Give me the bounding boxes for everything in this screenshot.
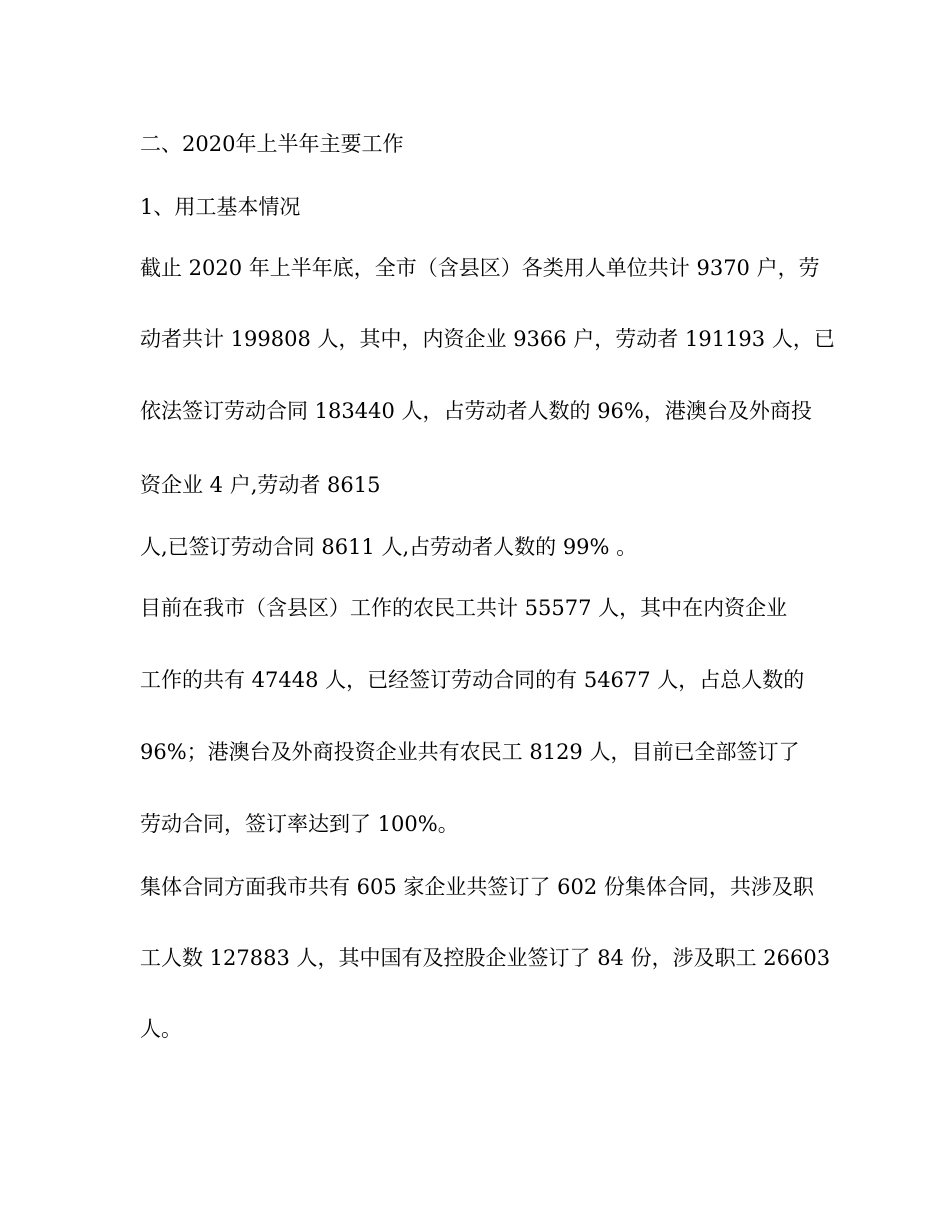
paragraph-line: 劳动合同，签订率达到了 100%。	[140, 812, 459, 836]
paragraph-line: 工人数 127883 人，其中国有及控股企业签订了 84 份，涉及职工 26603	[140, 946, 831, 970]
paragraph-line: 96%；港澳台及外商投资企业共有农民工 8129 人，目前已全部签订了	[140, 740, 800, 764]
paragraph-line: 集体合同方面我市共有 605 家企业共签订了 602 份集体合同，共涉及职	[140, 875, 814, 899]
section-heading: 二、2020年上半年主要工作	[140, 132, 404, 156]
paragraph-line: 截止 2020 年上半年底，全市（含县区）各类用人单位共计 9370 户，劳	[140, 256, 820, 280]
paragraph-line: 资企业 4 户,劳动者 8615	[140, 473, 381, 497]
paragraph-line: 人。	[140, 1017, 182, 1041]
paragraph-line: 依法签订劳动合同 183440 人，占劳动者人数的 96%，港澳台及外商投	[140, 399, 812, 423]
paragraph-line: 动者共计 199808 人，其中，内资企业 9366 户，劳动者 191193 人，已	[140, 327, 835, 351]
subsection-heading: 1、用工基本情况	[140, 195, 301, 219]
paragraph-line: 目前在我市（含县区）工作的农民工共计 55577 人，其中在内资企业	[140, 596, 788, 620]
paragraph-line: 工作的共有 47448 人，已经签订劳动合同的有 54677 人，占总人数的	[140, 668, 805, 692]
paragraph-line: 人,已签订劳动合同 8611 人,占劳动者人数的 99% 。	[140, 535, 638, 559]
